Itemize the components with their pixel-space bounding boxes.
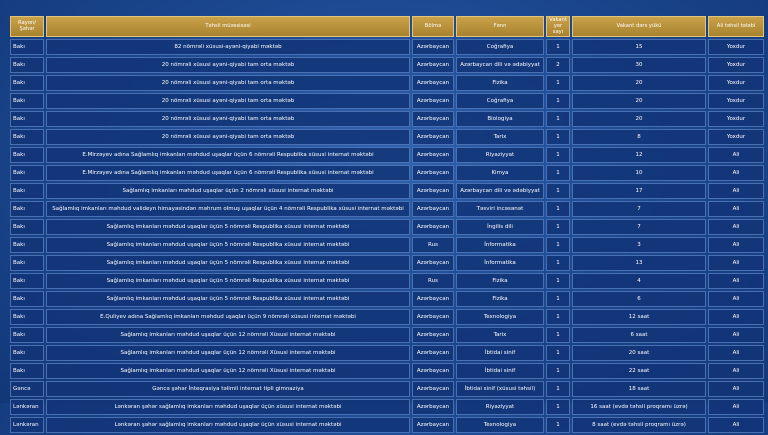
cell-region: Gəncə (10, 381, 44, 397)
cell-institution: Sağlamlıq imkanları məhdud uşaqlar üçün 5 nömrəli Respublika xüsusi internat məktəbi (46, 219, 410, 235)
cell-subject: İbtidai sinif (456, 345, 544, 361)
cell-institution: Lənkəran şəhər sağlamlıq imkanları məhdud uşaqlar üçün xüsusi internat məktəbi (46, 417, 410, 433)
header-section: Bölmə (412, 16, 454, 37)
table-row (10, 255, 764, 271)
cell-teaching-load: 7 (572, 201, 706, 217)
cell-subject: Təsviri incəsənət (456, 201, 544, 217)
cell-institution: Sağlamlıq imkanları məhdud uşaqlar üçün 2 nömrəli xüsusi internat məktəbi (46, 183, 410, 199)
header-vacancy-count: Vakant yer sayı (546, 16, 570, 37)
cell-teaching-load: 15 (572, 39, 706, 55)
cell-higher-education: Yoxdur (708, 57, 764, 73)
cell-institution: Sağlamlıq imkanları məhdud uşaqlar üçün 5 nömrəli Respublika xüsusi internat məktəbi (46, 273, 410, 289)
cell-institution: Sağlamlıq imkanları məhdud uşaqlar üçün 12 nömrəli Xüsusi internat məktəbi (46, 345, 410, 361)
header-teaching-load: Vakant dərs yükü (572, 16, 706, 37)
cell-institution: 82 nömrəli xüsusi-ayəni-qiyabi məktəb (46, 39, 410, 55)
cell-region: Bakı (10, 219, 44, 235)
cell-region: Bakı (10, 345, 44, 361)
table-row (10, 219, 764, 235)
cell-higher-education: Yoxdur (708, 111, 764, 127)
cell-section: Azərbaycan (412, 75, 454, 91)
cell-institution: 20 nömrəli xüsusi ayəni-qiyabi tam orta məktəb (46, 57, 410, 73)
cell-section: Azərbaycan (412, 165, 454, 181)
table-row (10, 291, 764, 307)
cell-region: Bakı (10, 327, 44, 343)
cell-section: Azərbaycan (412, 363, 454, 379)
cell-section: Rus (412, 237, 454, 253)
cell-institution: Sağlamlıq imkanları məhdud uşaqlar üçün 5 nömrəli Respublika xüsusi internat məktəbi (46, 291, 410, 307)
cell-institution: Sağlamlıq imkanları məhdud uşaqlar üçün 12 nömrəli Xüsusi internat məktəbi (46, 327, 410, 343)
table-row (10, 417, 764, 433)
table-row (10, 57, 764, 73)
cell-region: Bakı (10, 255, 44, 271)
cell-teaching-load: 20 (572, 93, 706, 109)
cell-subject: Biologiya (456, 111, 544, 127)
cell-higher-education: Ali (708, 363, 764, 379)
cell-teaching-load: 8 (572, 129, 706, 145)
cell-teaching-load: 13 (572, 255, 706, 271)
cell-teaching-load: 6 (572, 291, 706, 307)
cell-institution: 20 nömrəli xüsusi ayəni-qiyabi tam orta məktəb (46, 129, 410, 145)
cell-institution: 20 nömrəli xüsusi ayəni-qiyabi tam orta məktəb (46, 93, 410, 109)
cell-region: Bakı (10, 165, 44, 181)
cell-section: Azərbaycan (412, 345, 454, 361)
cell-institution: Sağlamlıq imkanları məhdud uşaqlar üçün 12 nömrəli Xüsusi internat məktəbi (46, 363, 410, 379)
cell-vacancy-count: 1 (546, 75, 570, 91)
cell-higher-education: Ali (708, 345, 764, 361)
cell-region: Bakı (10, 237, 44, 253)
table-row (10, 345, 764, 361)
vacancy-table-container (8, 14, 760, 435)
cell-region: Bakı (10, 363, 44, 379)
cell-vacancy-count: 1 (546, 417, 570, 433)
cell-higher-education: Ali (708, 201, 764, 217)
cell-vacancy-count: 1 (546, 111, 570, 127)
cell-higher-education: Ali (708, 309, 764, 325)
cell-higher-education: Ali (708, 291, 764, 307)
cell-higher-education: Ali (708, 147, 764, 163)
cell-subject: İngilis dili (456, 219, 544, 235)
cell-teaching-load: 6 saat (572, 327, 706, 343)
cell-section: Azərbaycan (412, 381, 454, 397)
cell-higher-education: Ali (708, 237, 764, 253)
cell-subject: Kimya (456, 165, 544, 181)
table-header-row (10, 16, 764, 37)
cell-subject: Coğrafiya (456, 39, 544, 55)
cell-region: Bakı (10, 57, 44, 73)
cell-higher-education: Ali (708, 255, 764, 271)
cell-higher-education: Ali (708, 183, 764, 199)
cell-vacancy-count: 1 (546, 273, 570, 289)
cell-section: Azərbaycan (412, 111, 454, 127)
cell-teaching-load: 10 (572, 165, 706, 181)
cell-subject: İbtidai sinif (xüsusi təhsil) (456, 381, 544, 397)
cell-section: Azərbaycan (412, 201, 454, 217)
table-row (10, 201, 764, 217)
cell-higher-education: Ali (708, 219, 764, 235)
cell-subject: Tarix (456, 327, 544, 343)
cell-vacancy-count: 1 (546, 255, 570, 271)
cell-subject: Fizika (456, 273, 544, 289)
cell-higher-education: Yoxdur (708, 129, 764, 145)
cell-institution: Lənkəran şəhər sağlamlıq imkanları məhdud uşaqlar üçün xüsusi internat məktəbi (46, 399, 410, 415)
cell-teaching-load: 12 saat (572, 309, 706, 325)
cell-region: Bakı (10, 291, 44, 307)
cell-higher-education: Yoxdur (708, 75, 764, 91)
cell-subject: Coğrafiya (456, 93, 544, 109)
table-row (10, 381, 764, 397)
cell-region: Bakı (10, 111, 44, 127)
table-row (10, 147, 764, 163)
cell-institution: E.Quliyev adına Sağlamlıq imkanları məhdud uşaqlar üçün 9 nömrəli xüsusi internat məktəbi (46, 309, 410, 325)
cell-subject: Texnologiya (456, 309, 544, 325)
cell-region: Bakı (10, 183, 44, 199)
table-row (10, 183, 764, 199)
cell-section: Azərbaycan (412, 291, 454, 307)
cell-institution: Sağlamlıq imkanları məhdud valideyn himayəsindən məhrum olmuş uşaqlar üçün 4 nömrəli Respublika xüsusi internat məktəbi (46, 201, 410, 217)
cell-institution: 20 nömrəli xüsusi ayəni-qiyabi tam orta məktəb (46, 111, 410, 127)
cell-vacancy-count: 1 (546, 147, 570, 163)
cell-subject: Fizika (456, 291, 544, 307)
vacancy-table (8, 14, 766, 435)
cell-teaching-load: 12 (572, 147, 706, 163)
cell-teaching-load: 22 saat (572, 363, 706, 379)
cell-vacancy-count: 1 (546, 39, 570, 55)
table-row (10, 111, 764, 127)
cell-higher-education: Yoxdur (708, 93, 764, 109)
cell-subject: Tarix (456, 129, 544, 145)
cell-teaching-load: 20 (572, 75, 706, 91)
table-row (10, 327, 764, 343)
table-row (10, 39, 764, 55)
cell-subject: Texnologiya (456, 417, 544, 433)
cell-subject: İbtidai sinif (456, 363, 544, 379)
cell-region: Bakı (10, 75, 44, 91)
cell-institution: Sağlamlıq imkanları məhdud uşaqlar üçün 5 nömrəli Respublika xüsusi internat məktəbi (46, 237, 410, 253)
cell-section: Azərbaycan (412, 183, 454, 199)
cell-section: Azərbaycan (412, 399, 454, 415)
cell-region: Bakı (10, 147, 44, 163)
cell-teaching-load: 4 (572, 273, 706, 289)
cell-vacancy-count: 1 (546, 309, 570, 325)
cell-subject: Fizika (456, 75, 544, 91)
cell-higher-education: Ali (708, 165, 764, 181)
cell-section: Azərbaycan (412, 309, 454, 325)
cell-teaching-load: 17 (572, 183, 706, 199)
cell-vacancy-count: 1 (546, 237, 570, 253)
cell-teaching-load: 18 saat (572, 381, 706, 397)
cell-vacancy-count: 1 (546, 381, 570, 397)
table-row (10, 237, 764, 253)
cell-institution: Sağlamlıq imkanları məhdud uşaqlar üçün 5 nömrəli Respublika xüsusi internat məktəbi (46, 255, 410, 271)
header-higher-education: Ali təhsil tələbi (708, 16, 764, 37)
cell-subject: Azərbaycan dili və ədəbiyyat (456, 57, 544, 73)
table-row (10, 93, 764, 109)
header-region: Rayon/Şəhər (10, 16, 44, 37)
cell-institution: E.Mirzəyev adına Sağlamlıq imkanları məhdud uşaqlar üçün 6 nömrəli Respublika xüsusi internat məktəbi (46, 165, 410, 181)
header-institution: Təhsil müəssisəsi (46, 16, 410, 37)
cell-region: Bakı (10, 201, 44, 217)
cell-vacancy-count: 1 (546, 363, 570, 379)
cell-vacancy-count: 1 (546, 345, 570, 361)
cell-subject: İnformatika (456, 237, 544, 253)
cell-institution: 20 nömrəli xüsusi ayəni-qiyabi tam orta məktəb (46, 75, 410, 91)
cell-section: Azərbaycan (412, 57, 454, 73)
table-row (10, 363, 764, 379)
cell-vacancy-count: 1 (546, 327, 570, 343)
cell-teaching-load: 20 saat (572, 345, 706, 361)
cell-section: Azərbaycan (412, 39, 454, 55)
cell-higher-education: Ali (708, 399, 764, 415)
header-subject: Fənn (456, 16, 544, 37)
cell-teaching-load: 3 (572, 237, 706, 253)
cell-section: Azərbaycan (412, 147, 454, 163)
cell-vacancy-count: 1 (546, 399, 570, 415)
cell-vacancy-count: 1 (546, 291, 570, 307)
cell-section: Rus (412, 273, 454, 289)
cell-section: Azərbaycan (412, 417, 454, 433)
table-row (10, 309, 764, 325)
cell-teaching-load: 20 (572, 111, 706, 127)
table-row (10, 129, 764, 145)
cell-teaching-load: 7 (572, 219, 706, 235)
cell-subject: Riyaziyyat (456, 147, 544, 163)
cell-region: Bakı (10, 129, 44, 145)
table-body (10, 39, 764, 433)
cell-section: Azərbaycan (412, 327, 454, 343)
cell-higher-education: Ali (708, 273, 764, 289)
cell-vacancy-count: 1 (546, 93, 570, 109)
cell-higher-education: Ali (708, 417, 764, 433)
cell-vacancy-count: 1 (546, 201, 570, 217)
table-row (10, 399, 764, 415)
cell-vacancy-count: 1 (546, 219, 570, 235)
cell-subject: Azərbaycan dili və ədəbiyyat (456, 183, 544, 199)
cell-vacancy-count: 1 (546, 165, 570, 181)
cell-teaching-load: 16 saat (evdə təhsil proqramı üzrə) (572, 399, 706, 415)
cell-section: Azərbaycan (412, 129, 454, 145)
cell-higher-education: Ali (708, 381, 764, 397)
cell-teaching-load: 8 saat (evdə təhsil proqramı üzrə) (572, 417, 706, 433)
table-row (10, 273, 764, 289)
cell-vacancy-count: 1 (546, 129, 570, 145)
cell-region: Lənkəran (10, 417, 44, 433)
cell-section: Azərbaycan (412, 93, 454, 109)
table-row (10, 165, 764, 181)
cell-subject: Riyaziyyat (456, 399, 544, 415)
cell-teaching-load: 30 (572, 57, 706, 73)
cell-institution: E.Mirzəyev adına Sağlamlıq imkanları məhdud uşaqlar üçün 6 nömrəli Respublika xüsusi internat məktəbi (46, 147, 410, 163)
cell-section: Azərbaycan (412, 255, 454, 271)
cell-region: Bakı (10, 273, 44, 289)
table-row (10, 75, 764, 91)
cell-subject: İnformatika (456, 255, 544, 271)
cell-institution: Gəncə şəhər İnteqrasiya təlimli internat tipli gimnaziya (46, 381, 410, 397)
cell-section: Azərbaycan (412, 219, 454, 235)
cell-region: Bakı (10, 93, 44, 109)
cell-region: Lənkəran (10, 399, 44, 415)
cell-higher-education: Ali (708, 327, 764, 343)
cell-region: Bakı (10, 39, 44, 55)
cell-vacancy-count: 2 (546, 57, 570, 73)
cell-region: Bakı (10, 309, 44, 325)
cell-vacancy-count: 1 (546, 183, 570, 199)
cell-higher-education: Yoxdur (708, 39, 764, 55)
